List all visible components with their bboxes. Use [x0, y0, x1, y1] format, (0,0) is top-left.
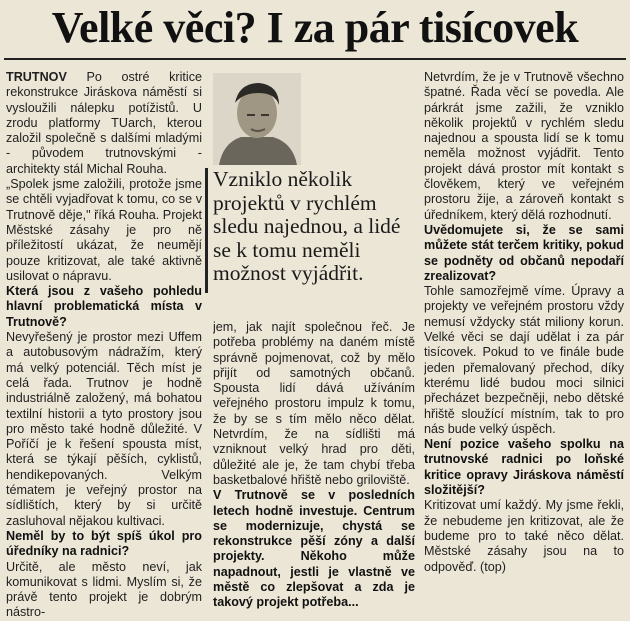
answer: Určitě, ale město neví, jak komunikovat s lidmi. Myslím si, že právě tento projekt je dobrým nástro- — [6, 559, 202, 620]
answer: Netvrdím, že je v Trutnově všechno špatné. Řada věcí se povedla. Ale párkrát jsme zažili, že vzniklo několik projektů v rychlém sledu najednou a spousta lidí se k tomu neměla možnost vyjádřit. Tento projekt dává prostor mít kontakt s člověkem, který ve veřejném prostoru žije, a zároveň kontakt s úředníkem, který dělá rozhodnutí. — [424, 70, 624, 222]
question: Uvědomujete si, že se sami můžete stát terčem kritiky, pokud se podněty od občanů nepodaří zrealizovat? — [424, 222, 624, 283]
answer: jem, jak najít společnou řeč. Je potřeba problémy na daném místě správně pojmenovat, což by mělo přijít od samotných občanů. Spousta lidí dává užíváním veřejného prostoru impulz k tomu, že by se s tím mělo něco dělat. Netvrdím, že na sídlišti má vzniknout velký hrad pro děti, důležité ale je, že tam chybí třeba basketbalové hřiště nebo griloviště. — [213, 320, 415, 487]
question: V Trutnově se v posledních letech hodně investuje. Centrum se modernizuje, chystá se rekonstrukce pěší zóny a další projekty. Někoho může napadnout, jestli je vlastně ve městě co zlepšovat a zda je takový projekt potřeba... — [213, 488, 415, 610]
headline-rule — [4, 58, 626, 60]
question: Neměl by to být spíš úkol pro úředníky na radnici? — [6, 528, 202, 559]
pull-quote: Vzniklo několik projektů v rychlém sledu najednou, a lidé se k tomu neměli možnost vyjádřit. — [213, 167, 401, 285]
answer: Kritizovat umí každý. My jsme řekli, že nebudeme jen kritizovat, ale že budeme pro to také něco dělat. Městské zásahy jsou na to odpověď. (top) — [424, 498, 624, 574]
answer: Nevyřešený je prostor mezi Uffem a autobusovým nádražím, který má velký potenciál. Těch míst je celá řada. Trutnov je hodně industriálně založený, má bohatou textilní historii a tyto prostory jsou pro město také hodně důležité. V Poříčí je k řešení spousta míst, která se týkají pěších, cyklistů, hendikepovaných. Velkým tématem je veřejný prostor na sídlištích, který by si určitě zasluhoval nějakou kultivaci. — [6, 330, 202, 528]
column-1 — [6, 70, 202, 621]
column-3 — [424, 70, 624, 621]
answer: Tohle samozřejmě víme. Úpravy a projekty ve veřejném prostoru vždy nemusí vždycky stát miliony korun. Velké věci se dají udělat i za pár tisícovek. Pokud to ve finále bude jeden přemalovaný přechod, díky kterému lidé budou moci silnici přecházet bezpečněji, nebo dětské hřiště sloužící místním, tak to pro nás bude velký úspěch. — [424, 284, 624, 436]
portrait-icon — [213, 73, 301, 165]
question: Která jsou z vašeho pohledu hlavní problematická místa v Trutnově? — [6, 284, 202, 329]
intro-paragraph: TRUTNOV Po ostré kritice rekonstrukce Jiráskova náměstí si vysloužili nálepku potížistů. U zrodu platformy TUarch, kterou založil společně s dalšími mladými - původem trutnovskými - architekty stál Michal Rouha. — [6, 70, 202, 176]
column-2 — [213, 320, 415, 621]
question: Není pozice vašeho spolku na trutnovské radnici po loňské kritice opravy Jiráskova náměstí složitější? — [424, 437, 624, 498]
quote-bar — [205, 168, 208, 293]
dateline: TRUTNOV — [6, 70, 67, 84]
portrait-photo — [213, 73, 301, 165]
headline: Velké věci? I za pár tisícovek — [51, 3, 579, 52]
paragraph: „Spolek jsme založili, protože jsme se chtěli vyjadřovat k tomu, co se v Trutnově děje," říká Rouha. Projekt Městské zásahy je pro ně příležitostí ukázat, že neumějí pouze kritizovat, ale také aktivně usilovat o nápravu. — [6, 177, 202, 283]
